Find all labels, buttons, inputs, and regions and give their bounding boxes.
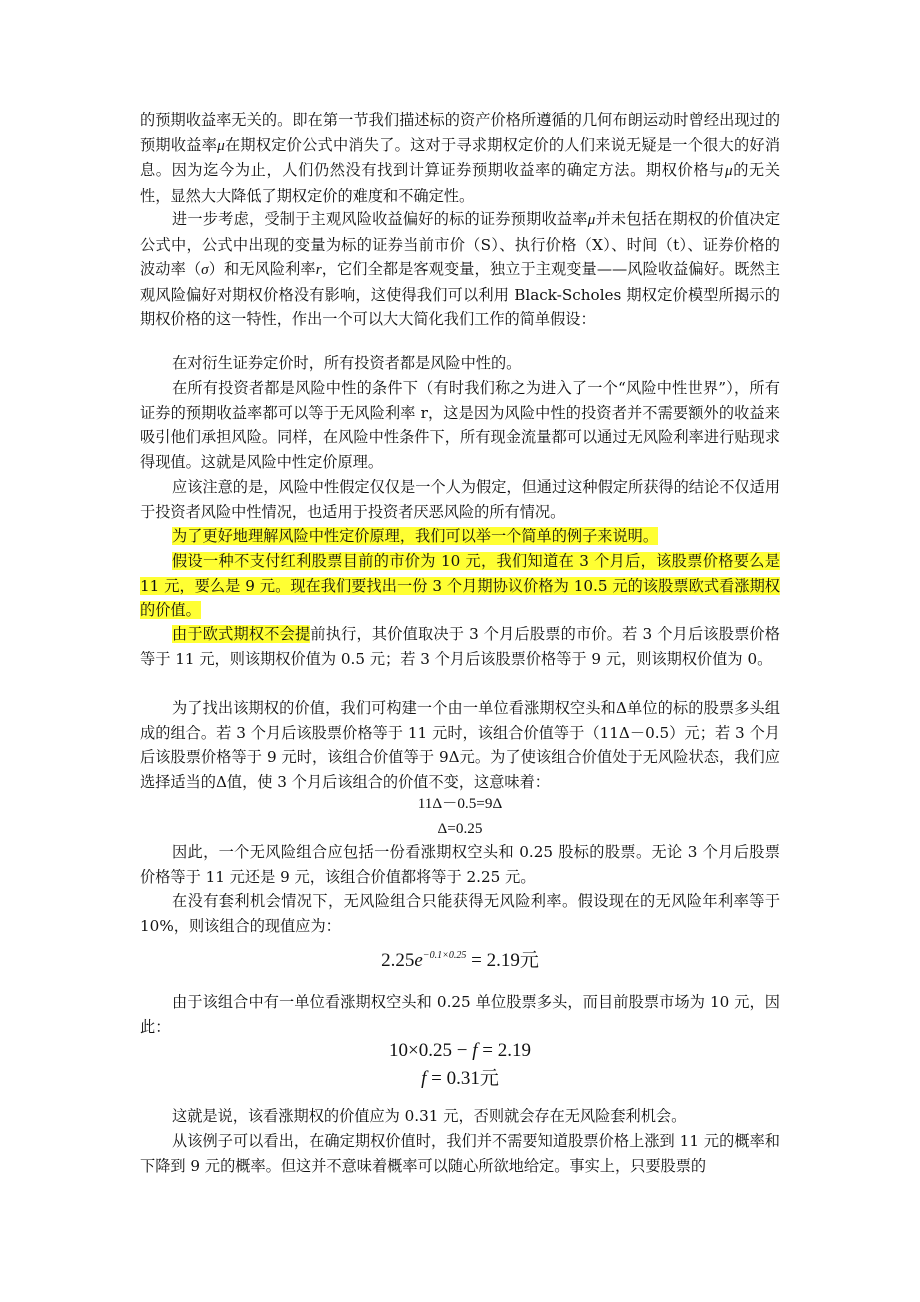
- paragraph-13: [140, 1104, 780, 1129]
- equation-present-value: [140, 943, 780, 974]
- p9-text: 为了找出该期权的价值，我们可构建一个由一单位看涨期权空头和Δ单位的标的股票多头组成的组合。若 3 个月后该股票价格等于 11 元时，该组合价值等于（11Δ－0.5）元；若 3 个月后该股票价格等于 9 元时，该组合价值等于 9Δ元。为了使该组合价值处于无风险状态，我们应选择适当的Δ值，使 3 个月后该组合的价值不变，这意味着：: [140, 699, 780, 791]
- p5-text: 应该注意的是，风险中性假定仅仅是一个人为假定，但通过这种假定所获得的结论不仅适用于投资者风险中性情况，也适用于投资者厌恶风险的所有情况。: [140, 478, 780, 521]
- eq4-right: = 2.19: [477, 1040, 531, 1061]
- mu-symbol: μ: [587, 211, 596, 228]
- paragraph-7: [140, 549, 780, 623]
- paragraph-14: [140, 1129, 780, 1178]
- p12-text: 由于该组合中有一单位看涨期权空头和 0.25 单位股票多头，而目前股票市场为 10 元，因此：: [140, 993, 780, 1036]
- paragraph-12: [140, 990, 780, 1039]
- paragraph-11: [140, 889, 780, 938]
- p8-text: 前执行，其价值取决于 3 个月后股票的市价。若 3 个月后该股票价格等于 11 元，则该期权价值为 0.5 元；若 3 个月后该股票价格等于 9 元，则该期权价值为 0。: [140, 625, 780, 668]
- equation-delta: 11Δ－0.5=9Δ: [417, 795, 503, 812]
- eq3-rhs: = 2.19元: [466, 950, 539, 971]
- p2-text-b: 并未包括在期权的价值决定公式中，公式中出现的变量为标的证券当前市价（S）、执行价格（X）、时间（t）、证券价格的波动率（: [140, 210, 781, 279]
- p3-text: 在对衍生证券定价时，所有投资者都是风险中性的。: [172, 354, 522, 372]
- eq5-right: = 0.31元: [426, 1068, 499, 1089]
- p4-text: 在所有投资者都是风险中性的条件下（有时我们称之为进入了一个“风险中性世界”），所有证券的预期收益率都可以等于无风险利率 r，这是因为风险中性的投资者并不需要额外的收益来吸引他们承担风险。同样，在风险中性条件下，所有现金流量都可以通过无风险利率进行贴现求得现值。这就是风险中性定价原理。: [140, 379, 780, 471]
- eq3-exponent: −0.1×0.25: [422, 950, 467, 961]
- eq4-f: f: [472, 1040, 478, 1061]
- sigma-symbol: σ: [201, 261, 209, 279]
- eq3-e: e: [414, 950, 423, 971]
- eq4-left: 10×0.25 −: [389, 1040, 473, 1061]
- p10-text: 因此，一个无风险组合应包括一份看涨期权空头和 0.25 股标的股票。无论 3 个月后股票价格等于 11 元还是 9 元，该组合价值都将等于 2.25 元。: [140, 843, 780, 886]
- paragraph-10: [140, 840, 780, 889]
- paragraph-1: [140, 108, 780, 208]
- p7-highlighted-text: 假设一种不支付红利股票目前的市价为 10 元，我们知道在 3 个月后，该股票价格要么是 11 元，要么是 9 元。现在我们要找出一份 3 个月期协议价格为 10.5 元的该股票欧式看涨期权的价值。: [140, 552, 780, 620]
- paragraph-8: [140, 622, 780, 671]
- paragraph-3: [140, 351, 780, 376]
- paragraph-6: [140, 524, 780, 549]
- equation-delta-value: Δ=0.25: [437, 820, 483, 837]
- p1-text-b: 在期权定价公式中消失了。这对于寻求期权定价的人们来说无疑是一个很大的好消息。因为迄今为止，人们仍然没有找到计算证券预期收益率的确定方法。期权价格与: [140, 135, 781, 180]
- p2-text-a: 进一步考虑，受制于主观风险收益偏好的标的证券预期收益率: [172, 210, 588, 228]
- paragraph-5: [140, 475, 780, 524]
- mu-symbol: μ: [724, 162, 733, 180]
- eq3-base: 2.25: [381, 950, 415, 971]
- p14-text: 从该例子可以看出，在确定期权价值时，我们并不需要知道股票价格上涨到 11 元的概率和下降到 9 元的概率。但这并不意味着概率可以随心所欲地给定。事实上，只要股票的: [140, 1132, 780, 1175]
- p1-text-a: 的预期收益率无关的。即在第一节我们描述标的资产价格所遵循的几何布朗运动时曾经出现过的预期收益率: [140, 111, 780, 154]
- equation-option-value: [140, 1038, 780, 1064]
- p1-text-c: 的无关性，显然大大降低了期权定价的难度和不确定性。: [140, 161, 781, 205]
- p2-text-d: ，它们全都是客观变量，独立于主观变量——风险收益偏好。既然主观风险偏好对期权价格没有影响，这使得我们可以利用 Black-Scholes 期权定价模型所揭示的期权价格的这一特性，作出一个可以大大简化我们工作的简单假设：: [140, 260, 781, 329]
- p11-text: 在没有套利机会情况下，无风险组合只能获得无风险利率。假设现在的无风险年利率等于 10%，则该组合的现值应为：: [140, 892, 780, 935]
- p13-text: 这就是说，该看涨期权的价值应为 0.31 元，否则就会存在无风险套利机会。: [172, 1107, 687, 1125]
- paragraph-2: [140, 207, 780, 332]
- r-symbol: r: [315, 261, 322, 279]
- paragraph-9: [140, 696, 780, 794]
- p2-text-c: ）和无风险利率: [208, 260, 316, 279]
- eq5-f: f: [421, 1068, 427, 1089]
- mu-symbol: μ: [217, 136, 225, 154]
- p6-highlighted-text: 为了更好地理解风险中性定价原理，我们可以举一个简单的例子来说明。: [172, 527, 658, 545]
- paragraph-4: [140, 376, 780, 474]
- p8-highlighted-text: 由于欧式期权不会提: [172, 625, 311, 643]
- equation-f-result: [140, 1066, 780, 1092]
